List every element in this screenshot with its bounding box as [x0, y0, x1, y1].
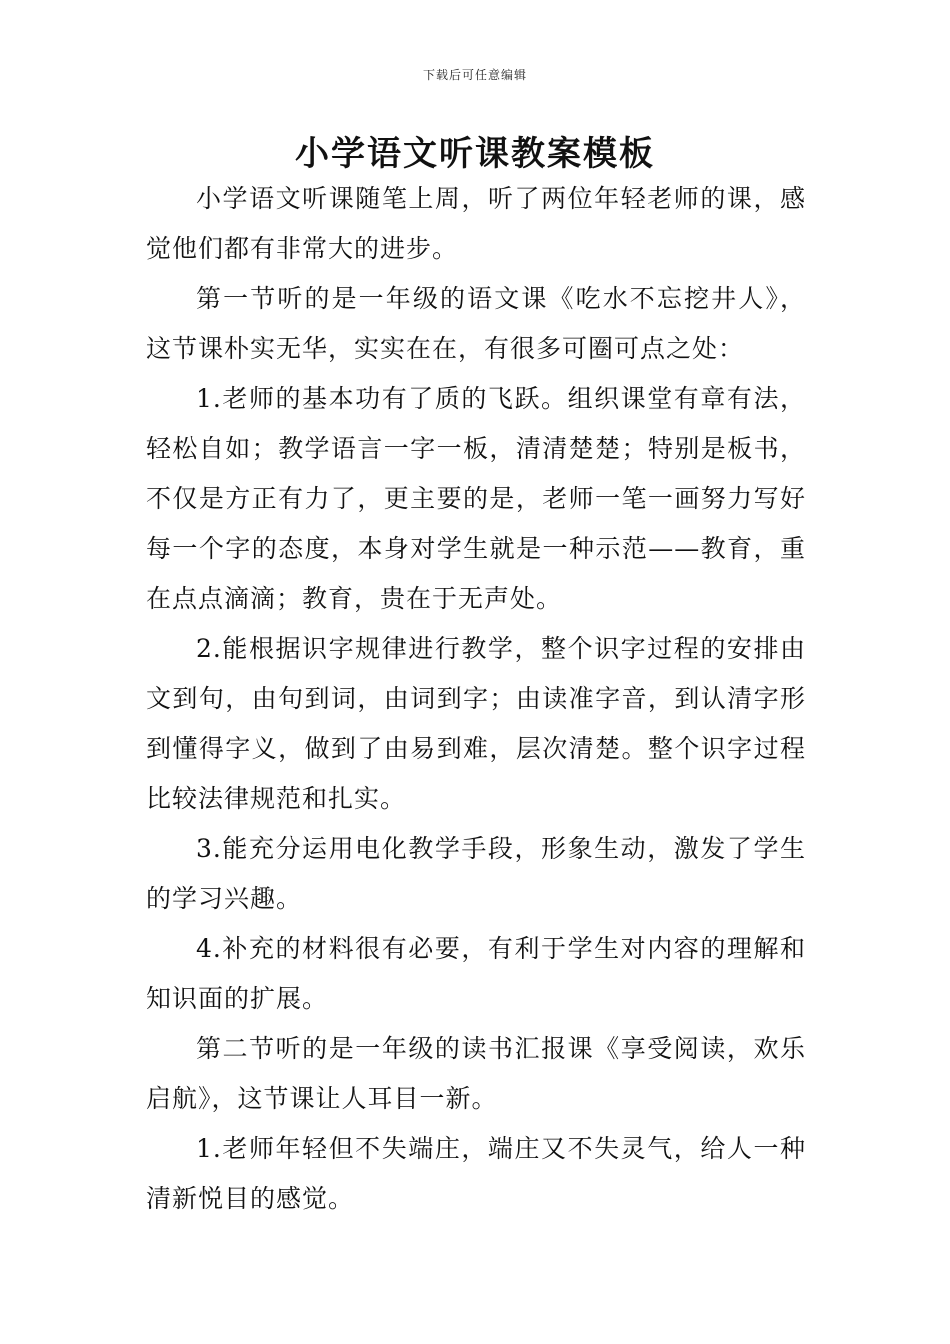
header-note: 下载后可任意编辑 [422, 68, 527, 82]
paragraph-7: 第二节听的是一年级的读书汇报课《享受阅读，欢乐启航》，这节课让人耳目一新。 [146, 1034, 806, 1113]
paragraph-4: 2.能根据识字规律进行教学，整个识字过程的安排由文到句，由句到词，由词到字；由读准字音，到认清字形到懂得字义，做到了由易到难，层次清楚。整个识字过程比较法律规范和扎实。 [146, 634, 806, 813]
document-title: 小学语文听课教案模板 [295, 134, 655, 174]
paragraph-2: 第一节听的是一年级的语文课《吃水不忘挖井人》，这节课朴实无华，实实在在，有很多可圈可点之处： [146, 284, 806, 363]
paragraph-1: 小学语文听课随笔上周，听了两位年轻老师的课，感觉他们都有非常大的进步。 [146, 184, 806, 263]
paragraph-6: 4.补充的材料很有必要，有利于学生对内容的理解和知识面的扩展。 [146, 934, 806, 1013]
document-body [146, 174, 806, 1224]
paragraph-3: 1.老师的基本功有了质的飞跃。组织课堂有章有法，轻松自如；教学语言一字一板，清清楚楚；特别是板书，不仅是方正有力了，更主要的是，老师一笔一画努力写好每一个字的态度，本身对学生就是一种示范——教育，重在点点滴滴；教育，贵在于无声处。 [146, 384, 806, 613]
paragraph-8: 1.老师年轻但不失端庄，端庄又不失灵气，给人一种清新悦目的感觉。 [146, 1134, 806, 1213]
paragraph-5: 3.能充分运用电化教学手段，形象生动，激发了学生的学习兴趣。 [146, 834, 806, 913]
